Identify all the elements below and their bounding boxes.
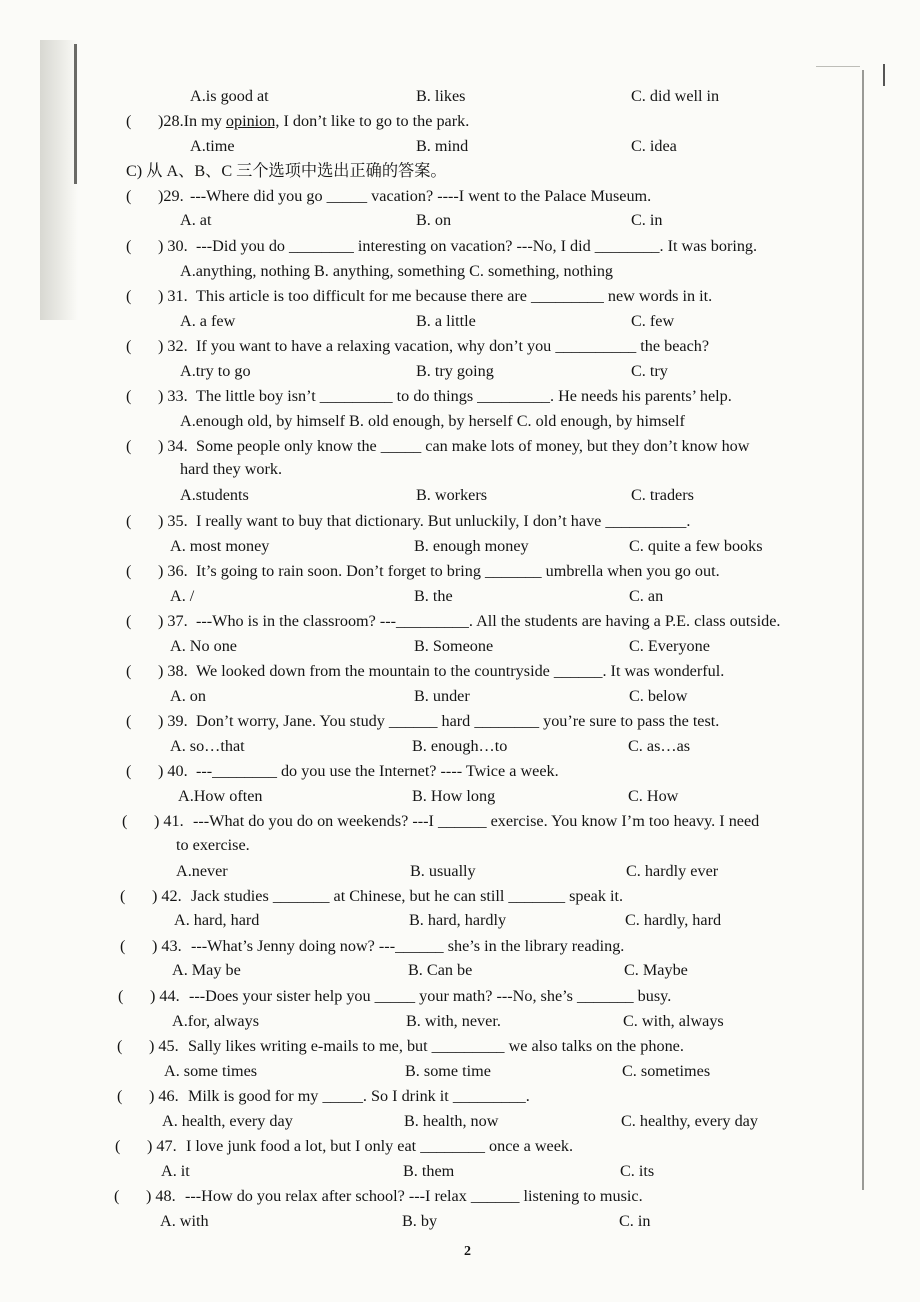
q37-options <box>0 634 860 658</box>
question-42 <box>0 884 860 908</box>
answer-bracket: ( <box>126 387 132 405</box>
option-a: A.never <box>176 862 228 880</box>
question-47 <box>0 1134 860 1158</box>
option-c: C. healthy, every day <box>621 1112 758 1130</box>
option-c: C. its <box>620 1162 655 1180</box>
question-29 <box>0 184 860 208</box>
question-31 <box>0 284 860 308</box>
option-b: B. likes <box>416 87 466 105</box>
question-34 <box>0 434 860 458</box>
q44-options <box>0 1009 860 1033</box>
question-48 <box>0 1184 860 1208</box>
option-c: C. as…as <box>628 737 691 755</box>
answer-bracket: ( <box>126 562 132 580</box>
q29-options <box>0 208 860 232</box>
question-number: ) 45. <box>149 1037 179 1055</box>
option-a: A. May be <box>172 961 241 979</box>
question-text: I love junk food a lot, but I only eat ________ once a week. <box>186 1137 574 1155</box>
question-number: ) 33. <box>158 387 188 405</box>
option-b: B. the <box>414 587 453 605</box>
question-number: ) 47. <box>147 1137 177 1155</box>
option-a: A. so…that <box>170 737 245 755</box>
question-number: ) 37. <box>158 612 188 630</box>
question-text-continued: hard they work. <box>180 460 283 478</box>
question-43 <box>0 934 860 958</box>
option-a: A.students <box>180 486 249 504</box>
question-number: ) 31. <box>158 287 188 305</box>
option-c: C. Everyone <box>629 637 710 655</box>
answer-bracket: ( <box>126 612 132 630</box>
question-text: Sally likes writing e-mails to me, but _________ we also talks on the phone. <box>188 1037 684 1055</box>
option-b: B. under <box>414 687 470 705</box>
question-text: Don’t worry, Jane. You study ______ hard ________ you’re sure to pass the test. <box>196 712 720 730</box>
question-text: ---Who is in the classroom? ---_________. All the students are having a P.E. class outside. <box>196 612 781 630</box>
option-a: A.is good at <box>190 87 269 105</box>
option-a: A. on <box>170 687 206 705</box>
option-b: B. How long <box>412 787 496 805</box>
option-b: B. with, never. <box>406 1012 501 1030</box>
option-b: B. try going <box>416 362 494 380</box>
answer-bracket: ( <box>117 1037 123 1055</box>
q35-options <box>0 534 860 558</box>
question-number: ) 46. <box>149 1087 179 1105</box>
question-41-continued <box>0 833 860 857</box>
question-number: ) 40. <box>158 762 188 780</box>
q40-options <box>0 784 860 808</box>
option-b: B. a little <box>416 312 476 330</box>
question-text: ---________ do you use the Internet? ---- Twice a week. <box>196 762 559 780</box>
option-c: C. hardly, hard <box>625 911 722 929</box>
answer-bracket: ( <box>117 1087 123 1105</box>
question-30 <box>0 234 860 258</box>
option-b: B. enough money <box>414 537 529 555</box>
q28-options <box>0 134 860 158</box>
q39-options <box>0 734 860 758</box>
option-b: B. Can be <box>408 961 473 979</box>
question-28 <box>0 109 860 133</box>
question-number: ) 38. <box>158 662 188 680</box>
answer-bracket: ( <box>126 237 132 255</box>
options-line: A.anything, nothing B. anything, something C. something, nothing <box>180 262 614 280</box>
question-number: ) 36. <box>158 562 188 580</box>
options-line: A.enough old, by himself B. old enough, by herself C. old enough, by himself <box>180 412 685 430</box>
question-number: ) 42. <box>152 887 182 905</box>
option-c: C. with, always <box>623 1012 724 1030</box>
question-34-continued <box>0 457 860 481</box>
q47-options <box>0 1159 860 1183</box>
question-32 <box>0 334 860 358</box>
question-37 <box>0 609 860 633</box>
section-heading-text: C) 从 A、B、C 三个选项中选出正确的答案。 <box>126 162 447 180</box>
option-c: C. idea <box>631 137 677 155</box>
question-text: It’s going to rain soon. Don’t forget to bring _______ umbrella when you go out. <box>196 562 720 580</box>
q45-options <box>0 1059 860 1083</box>
option-c: C. an <box>629 587 664 605</box>
q28-number: )28. <box>158 112 184 130</box>
question-number: )29. <box>158 187 184 205</box>
option-a: A. with <box>160 1212 209 1230</box>
q31-options <box>0 309 860 333</box>
question-text: Milk is good for my _____. So I drink it _________. <box>188 1087 530 1105</box>
q41-options <box>0 859 860 883</box>
option-a: A. health, every day <box>162 1112 293 1130</box>
question-number: ) 48. <box>146 1187 176 1205</box>
answer-bracket: ( <box>126 662 132 680</box>
option-b: B. usually <box>410 862 476 880</box>
question-text: We looked down from the mountain to the countryside ______. It was wonderful. <box>196 662 725 680</box>
option-c: C. in <box>619 1212 651 1230</box>
option-c: C. hardly ever <box>626 862 719 880</box>
q46-options <box>0 1109 860 1133</box>
option-a: A.How often <box>178 787 263 805</box>
option-c: C. in <box>631 211 663 229</box>
q34-options <box>0 483 860 507</box>
question-text: The little boy isn’t _________ to do things _________. He needs his parents’ help. <box>196 387 732 405</box>
option-b: B. hard, hardly <box>409 911 507 929</box>
option-c: C. sometimes <box>622 1062 711 1080</box>
option-c: C. try <box>631 362 668 380</box>
question-text: Some people only know the _____ can make lots of money, but they don’t know how <box>196 437 750 455</box>
option-b: B. health, now <box>404 1112 499 1130</box>
option-a: A. it <box>161 1162 190 1180</box>
answer-bracket: ( <box>120 937 126 955</box>
q28-post: I don’t like to go to the park. <box>279 112 470 130</box>
answer-bracket: ( <box>114 1187 120 1205</box>
option-b: B. on <box>416 211 452 229</box>
question-text: ---Where did you go _____ vacation? ----I went to the Palace Museum. <box>190 187 652 205</box>
option-b: B. mind <box>416 137 469 155</box>
q48-options <box>0 1209 860 1233</box>
section-c-heading <box>0 159 860 183</box>
question-text: This article is too difficult for me because there are _________ new words in it. <box>196 287 713 305</box>
question-text: ---How do you relax after school? ---I relax ______ listening to music. <box>185 1187 643 1205</box>
question-number: ) 35. <box>158 512 188 530</box>
question-35 <box>0 509 860 533</box>
q42-options <box>0 908 860 932</box>
question-text: ---Did you do ________ interesting on vacation? ---No, I did ________. It was boring. <box>196 237 758 255</box>
q36-options <box>0 584 860 608</box>
question-text-continued: to exercise. <box>176 836 250 854</box>
option-a: A.for, always <box>172 1012 260 1030</box>
question-number: ) 34. <box>158 437 188 455</box>
option-a: A. hard, hard <box>174 911 260 929</box>
q28-pre: In my <box>183 112 226 130</box>
answer-bracket: ( <box>120 887 126 905</box>
option-c: C. Maybe <box>624 961 688 979</box>
option-b: B. Someone <box>414 637 494 655</box>
q27-options <box>0 84 860 108</box>
option-a: A.time <box>190 137 235 155</box>
option-b: B. by <box>402 1212 438 1230</box>
q30-options <box>0 259 860 283</box>
question-number: ) 39. <box>158 712 188 730</box>
question-33 <box>0 384 860 408</box>
answer-bracket: ( <box>126 437 132 455</box>
answer-bracket: ( <box>126 762 132 780</box>
question-number: ) 30. <box>158 237 188 255</box>
option-b: B. some time <box>405 1062 491 1080</box>
answer-bracket: ( <box>122 812 128 830</box>
option-a: A. / <box>170 587 195 605</box>
option-b: B. workers <box>416 486 488 504</box>
option-c: C. few <box>631 312 675 330</box>
option-c: C. How <box>628 787 679 805</box>
question-number: ) 44. <box>150 987 180 1005</box>
question-number <box>158 109 469 133</box>
question-text: Jack studies _______ at Chinese, but he can still _______ speak it. <box>191 887 624 905</box>
question-text: ---Does your sister help you _____ your math? ---No, she’s _______ busy. <box>189 987 672 1005</box>
q32-options <box>0 359 860 383</box>
page-number: 2 <box>464 1244 471 1259</box>
option-b: B. them <box>403 1162 455 1180</box>
answer-bracket: ( <box>126 187 132 205</box>
answer-bracket: ( <box>126 337 132 355</box>
question-40 <box>0 759 860 783</box>
question-text: If you want to have a relaxing vacation, why don’t you __________ the beach? <box>196 337 710 355</box>
option-a: A. No one <box>170 637 237 655</box>
q28-underlined-word: opinion, <box>225 112 280 130</box>
question-46 <box>0 1084 860 1108</box>
question-text: ---What’s Jenny doing now? ---______ she’s in the library reading. <box>191 937 625 955</box>
question-38 <box>0 659 860 683</box>
question-number: ) 32. <box>158 337 188 355</box>
question-41 <box>0 809 860 833</box>
option-c: C. traders <box>631 486 694 504</box>
option-c: C. below <box>629 687 688 705</box>
question-number: ) 41. <box>154 812 184 830</box>
option-c: C. did well in <box>631 87 720 105</box>
q43-options <box>0 958 860 982</box>
question-39 <box>0 709 860 733</box>
option-a: A. a few <box>180 312 236 330</box>
answer-bracket: ( <box>126 112 132 130</box>
question-44 <box>0 984 860 1008</box>
option-a: A. at <box>180 211 212 229</box>
question-text: ---What do you do on weekends? ---I ______ exercise. You know I’m too heavy. I need <box>193 812 760 830</box>
option-c: C. quite a few books <box>629 537 763 555</box>
answer-bracket: ( <box>126 287 132 305</box>
question-36 <box>0 559 860 583</box>
option-b: B. enough…to <box>412 737 508 755</box>
q33-options <box>0 409 860 433</box>
option-a: A. some times <box>164 1062 258 1080</box>
q38-options <box>0 684 860 708</box>
answer-bracket: ( <box>115 1137 121 1155</box>
answer-bracket: ( <box>118 987 124 1005</box>
option-a: A.try to go <box>180 362 251 380</box>
question-45 <box>0 1034 860 1058</box>
option-a: A. most money <box>170 537 270 555</box>
question-text: I really want to buy that dictionary. But unluckily, I don’t have __________. <box>196 512 691 530</box>
answer-bracket: ( <box>126 512 132 530</box>
answer-bracket: ( <box>126 712 132 730</box>
question-number: ) 43. <box>152 937 182 955</box>
